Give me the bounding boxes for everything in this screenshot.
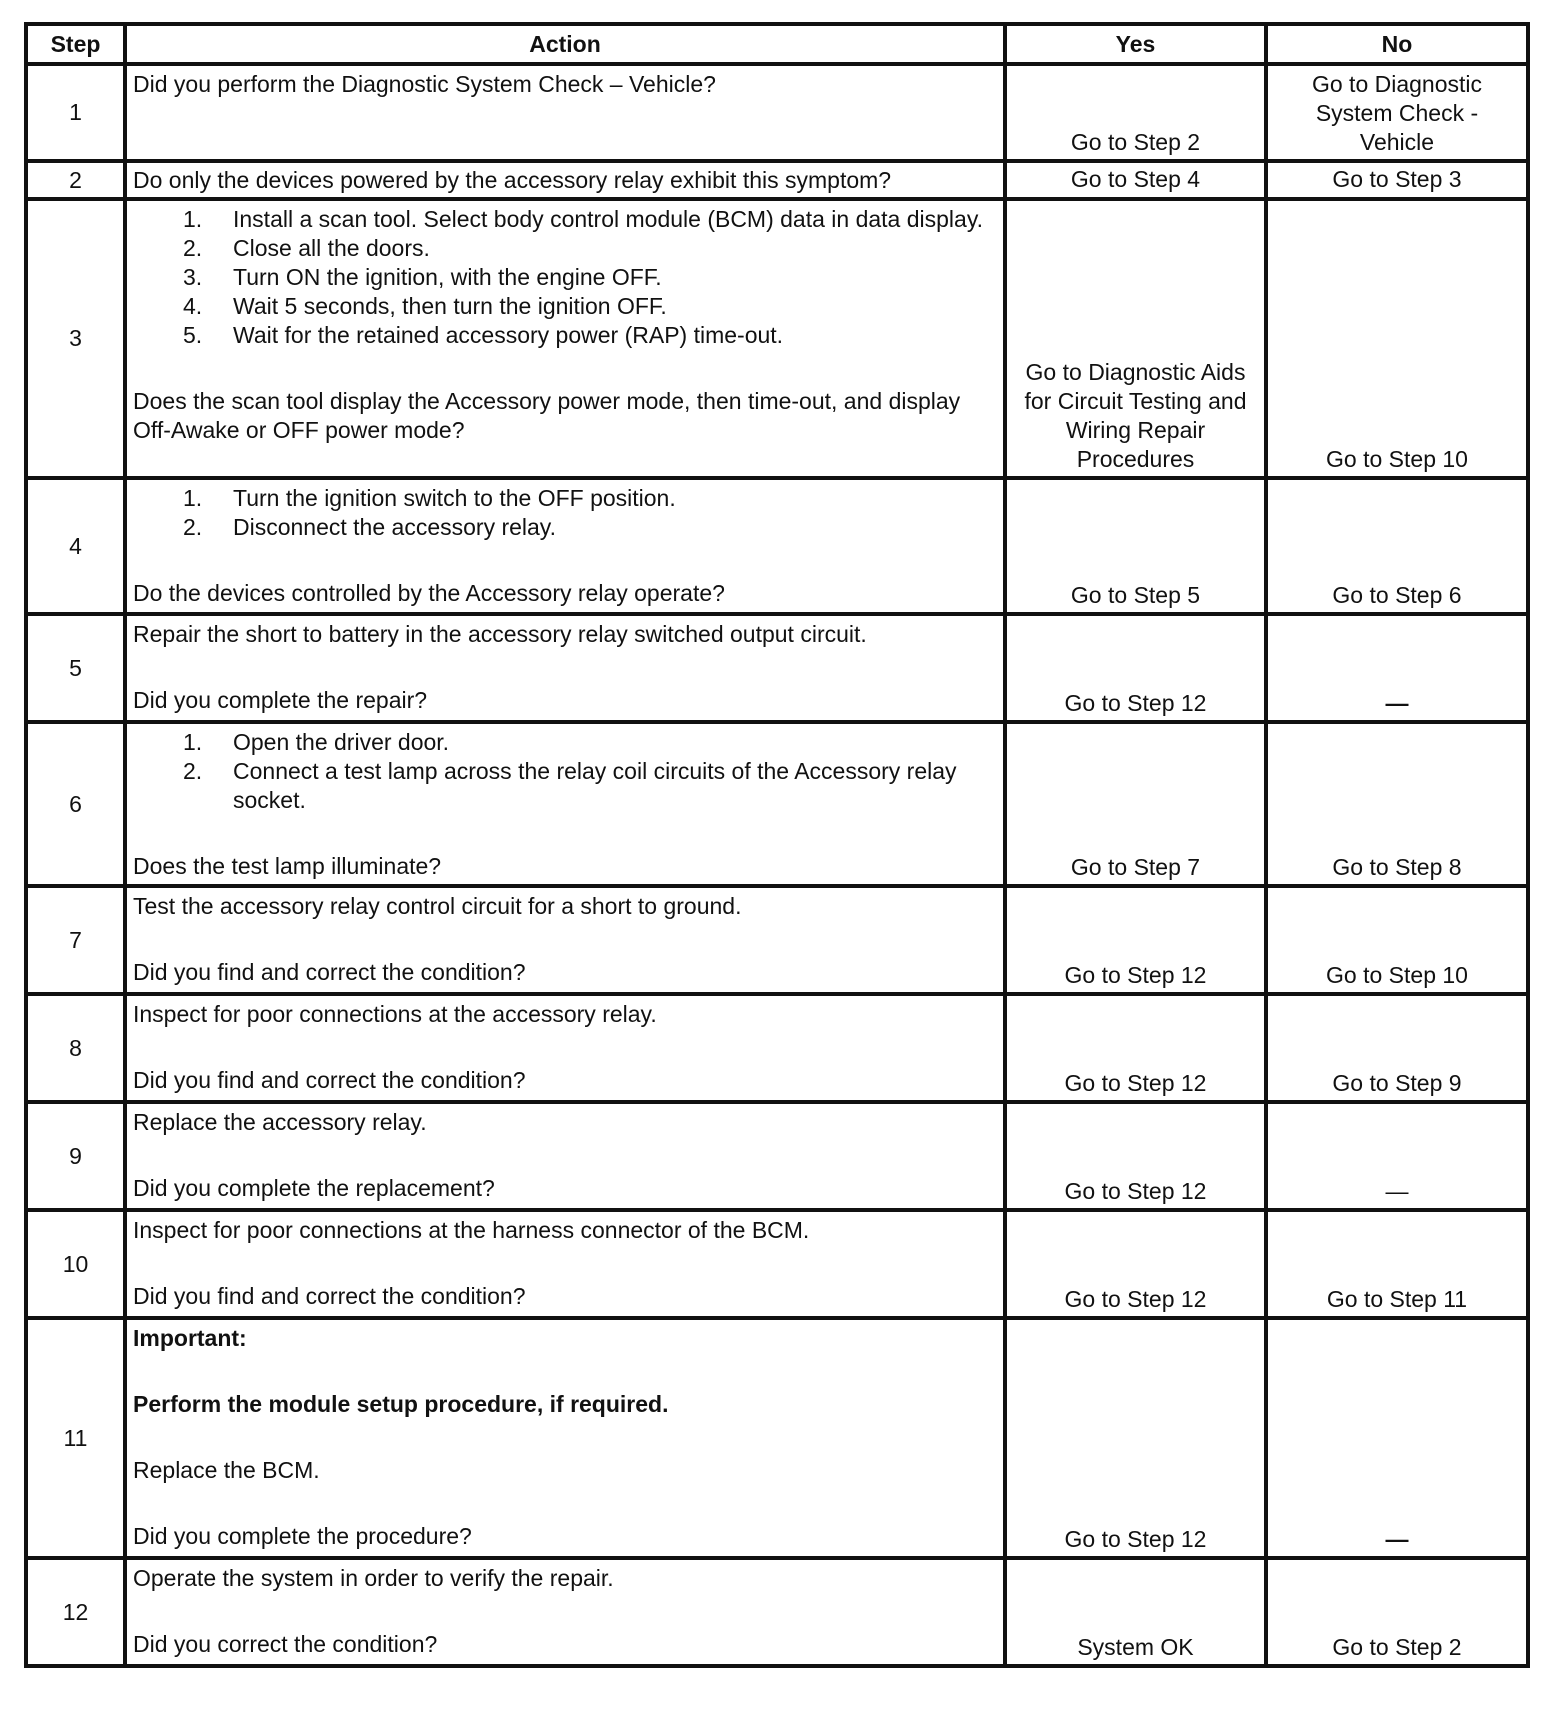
action-cell [125, 1102, 1005, 1210]
action-cell [125, 64, 1005, 161]
step-number: 2 [26, 161, 125, 199]
action-text: Did you perform the Diagnostic System Check – Vehicle? [133, 71, 716, 97]
step-number: 12 [26, 1558, 125, 1666]
action-text: Do only the devices powered by the accessory relay exhibit this symptom? [133, 166, 892, 193]
action-cell [125, 161, 1005, 199]
table-row [26, 161, 1528, 199]
action-question: Did you complete the replacement? [133, 1175, 495, 1201]
table-row [26, 478, 1528, 614]
action-question: Did you find and correct the condition? [133, 959, 526, 985]
header-action: Action [125, 24, 1005, 64]
yes-cell: Go to Step 12 [1005, 614, 1266, 722]
yes-cell: Go to Step 12 [1005, 1210, 1266, 1318]
action-question: Does the scan tool display the Accessory power mode, then time-out, and display Off-Awake or OFF power mode? [133, 388, 961, 443]
step-number: 4 [26, 478, 125, 614]
action-text: Test the accessory relay control circuit for a short to ground. [133, 893, 742, 919]
action-cell [125, 994, 1005, 1102]
instruction-list [133, 205, 997, 350]
list-item: 1. Open the driver door. [183, 729, 450, 755]
table-row [26, 1102, 1528, 1210]
action-text: Inspect for poor connections at the harness connector of the BCM. [133, 1217, 810, 1243]
no-cell: Go to Step 11 [1266, 1210, 1528, 1318]
step-number: 5 [26, 614, 125, 722]
action-cell [125, 886, 1005, 994]
list-item: 2. Disconnect the accessory relay. [183, 514, 556, 540]
step-number: 6 [26, 722, 125, 886]
action-cell [125, 1318, 1005, 1558]
action-question: Did you find and correct the condition? [133, 1067, 526, 1093]
header-step: Step [26, 24, 125, 64]
header-no: No [1266, 24, 1528, 64]
no-cell: Go to Step 3 [1266, 161, 1528, 199]
yes-cell: Go to Step 12 [1005, 1318, 1266, 1558]
yes-cell: Go to Step 5 [1005, 478, 1266, 614]
action-question: Did you find and correct the condition? [133, 1283, 526, 1309]
action-text: Operate the system in order to verify the repair. [133, 1565, 614, 1591]
table-row [26, 614, 1528, 722]
list-item: 5. Wait for the retained accessory power (RAP) time-out. [183, 322, 784, 348]
yes-cell: Go to Step 2 [1005, 64, 1266, 161]
action-question: Does the test lamp illuminate? [133, 853, 442, 879]
no-cell: Go to Step 9 [1266, 994, 1528, 1102]
step-number: 8 [26, 994, 125, 1102]
table-row [26, 722, 1528, 886]
yes-cell: Go to Step 12 [1005, 994, 1266, 1102]
table-row [26, 1210, 1528, 1318]
table-row [26, 64, 1528, 161]
action-question: Did you complete the procedure? [133, 1523, 472, 1549]
no-cell [1266, 64, 1528, 161]
action-text: Replace the accessory relay. [133, 1109, 427, 1135]
yes-cell: System OK [1005, 1558, 1266, 1666]
step-number: 10 [26, 1210, 125, 1318]
action-text: Inspect for poor connections at the accessory relay. [133, 1001, 657, 1027]
no-cell: — [1266, 614, 1528, 722]
table-row [26, 1558, 1528, 1666]
no-cell: Go to Step 10 [1266, 886, 1528, 994]
action-text: Replace the BCM. [133, 1457, 320, 1483]
table-row [26, 199, 1528, 478]
list-item: 3. Turn ON the ignition, with the engine OFF. [183, 264, 662, 290]
instruction-list [133, 728, 997, 815]
action-cell [125, 478, 1005, 614]
action-question: Did you correct the condition? [133, 1631, 438, 1657]
no-text: Go to Diagnostic System Check - Vehicle [1311, 71, 1483, 155]
list-item: 1. Install a scan tool. Select body control module (BCM) data in data display. [183, 206, 984, 232]
yes-cell: Go to Step 12 [1005, 1102, 1266, 1210]
yes-cell: Go to Step 12 [1005, 886, 1266, 994]
no-cell: — [1266, 1318, 1528, 1558]
step-number: 3 [26, 199, 125, 478]
action-cell [125, 1210, 1005, 1318]
yes-cell: Go to Diagnostic Aids for Circuit Testing and Wiring Repair Procedures [1005, 199, 1266, 478]
action-text: Repair the short to battery in the accessory relay switched output circuit. [133, 621, 867, 647]
action-cell [125, 722, 1005, 886]
important-note: Perform the module setup procedure, if required. [133, 1391, 669, 1417]
action-cell [125, 614, 1005, 722]
action-question: Did you complete the repair? [133, 687, 428, 713]
table-row [26, 886, 1528, 994]
yes-cell: Go to Step 4 [1005, 161, 1266, 199]
no-cell: Go to Step 10 [1266, 199, 1528, 478]
diagnostic-table [24, 22, 1530, 1668]
no-cell: Go to Step 6 [1266, 478, 1528, 614]
no-cell: Go to Step 8 [1266, 722, 1528, 886]
list-item: 2. Connect a test lamp across the relay coil circuits of the Accessory relay socket. [183, 758, 957, 813]
action-cell [125, 1558, 1005, 1666]
step-number: 1 [26, 64, 125, 161]
action-question: Do the devices controlled by the Accessory relay operate? [133, 580, 725, 606]
header-row [26, 24, 1528, 64]
action-cell [125, 199, 1005, 478]
list-item: 4. Wait 5 seconds, then turn the ignition OFF. [183, 293, 667, 319]
important-label: Important: [133, 1325, 247, 1351]
table-row [26, 1318, 1528, 1558]
list-item: 1. Turn the ignition switch to the OFF position. [183, 485, 676, 511]
list-item: 2. Close all the doors. [183, 235, 430, 261]
step-number: 7 [26, 886, 125, 994]
yes-cell: Go to Step 7 [1005, 722, 1266, 886]
step-number: 9 [26, 1102, 125, 1210]
instruction-list [133, 484, 997, 542]
header-yes: Yes [1005, 24, 1266, 64]
no-cell: — [1266, 1102, 1528, 1210]
step-number: 11 [26, 1318, 125, 1558]
no-cell: Go to Step 2 [1266, 1558, 1528, 1666]
table-row [26, 994, 1528, 1102]
